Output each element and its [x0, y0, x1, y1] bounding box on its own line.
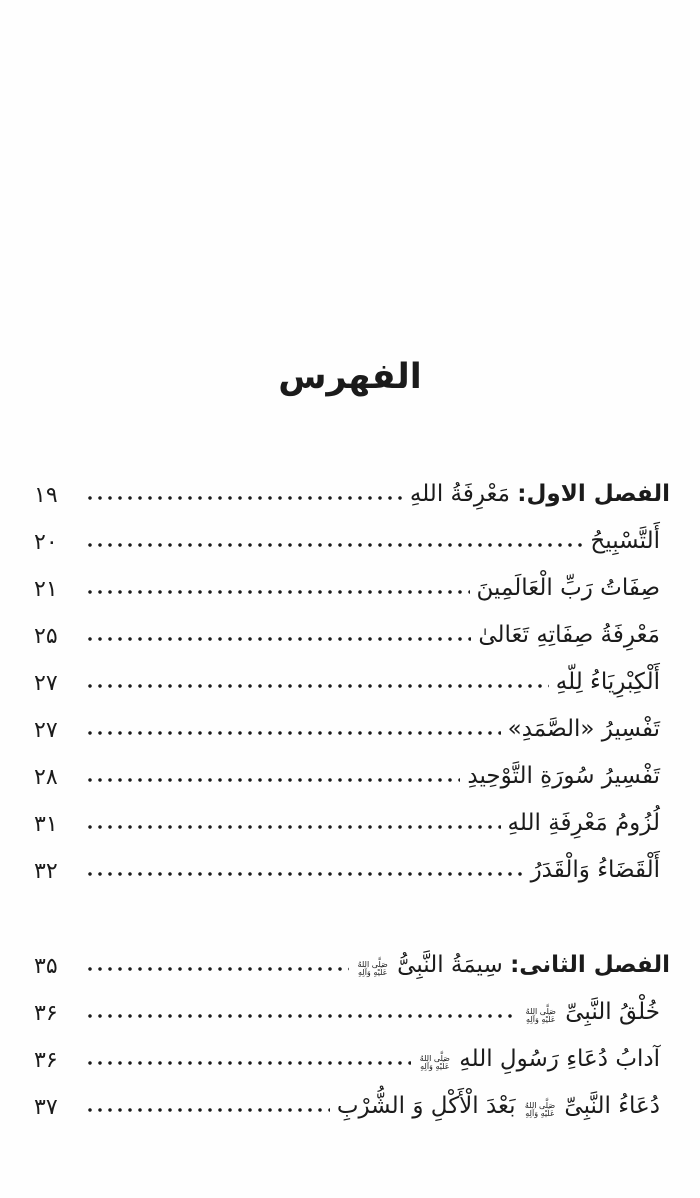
- entry-title: تَفْسِيرُ سُورَةِ التَّوْحِيدِ: [467, 763, 660, 789]
- entry-title: لُزُومُ مَعْرِفَةِ اللهِ: [507, 810, 660, 836]
- pbuh-line1: صَلَّى اللهُ: [419, 1054, 450, 1063]
- pbuh-line2: عَلَيْهِ وَآلِهِ: [525, 1109, 555, 1118]
- toc-entry: [34, 652, 670, 699]
- entry-title: صِفَاتُ رَبِّ الْعَالَمِينَ: [476, 575, 660, 601]
- page-number: ۳۱: [34, 812, 58, 837]
- toc-entry: [34, 605, 670, 652]
- dot-leader: [85, 588, 470, 596]
- pbuh-line1: صَلَّى اللهُ: [524, 1101, 556, 1110]
- entry-title: مَعْرِفَةُ صِفَاتِهِ تَعَالىٰ: [478, 622, 660, 648]
- entry-title: آدابُ دُعَاءِ رَسُولِ اللهِ صَلَّى اللهُ عَلَيْهِ وَآلِهِ: [419, 1046, 660, 1072]
- entry-title: أَلْقَضَاءُ وَالْقَدَرُ: [530, 857, 660, 883]
- pbuh-line2: عَلَيْهِ وَآلِهِ: [357, 968, 388, 977]
- toc-entry: [34, 1029, 670, 1076]
- pbuh-calligraphy-mark: [420, 1055, 450, 1071]
- toc-entry: [34, 558, 670, 605]
- dot-leader: [85, 494, 403, 502]
- pbuh-line2: عَلَيْهِ وَآلِهِ: [420, 1062, 450, 1071]
- page-number: ۳۶: [34, 1048, 58, 1073]
- toc-entry: [34, 982, 670, 1029]
- page-number: ۲۰: [34, 530, 58, 555]
- page-number: ۲۷: [34, 671, 58, 696]
- page-number: ۳۶: [34, 1001, 58, 1026]
- dot-leader: [85, 965, 349, 973]
- dot-leader: [85, 823, 501, 831]
- chapter-prefix: الفصل الاول:: [517, 481, 670, 507]
- dot-leader: [85, 1106, 330, 1114]
- page-number: ۲۱: [34, 577, 58, 602]
- dot-leader: [85, 682, 549, 690]
- dot-leader: [85, 870, 524, 878]
- dot-leader: [85, 729, 501, 737]
- table-of-contents: [0, 464, 700, 1123]
- entry-title: أَلْكِبْرِيَاءُ لِلّهِ: [555, 669, 660, 695]
- toc-entry: [34, 511, 670, 558]
- entry-title: دُعَاءُ النَّبِىِّ صَلَّى اللهُ عَلَيْهِ وَآلِهِ بَعْدَ الْأَكْلِ وَ الشُّرْبِ: [336, 1093, 660, 1119]
- pbuh-line2: عَلَيْهِ وَآلِهِ: [526, 1015, 556, 1024]
- page-number: ۲۵: [34, 624, 58, 649]
- dot-leader: [85, 1059, 411, 1067]
- toc-entry: [34, 793, 670, 840]
- dot-leader: [85, 541, 583, 549]
- dot-leader: [85, 776, 460, 784]
- chapter-prefix: الفصل الثانى:: [510, 952, 670, 978]
- toc-entry: [34, 1076, 670, 1123]
- toc-entry: [34, 464, 670, 511]
- entry-title: تَفْسِيرُ «الصَّمَدِ»: [507, 716, 660, 742]
- pbuh-calligraphy-mark: [526, 1008, 556, 1024]
- dot-leader: [85, 1012, 517, 1020]
- page-number: ۱۹: [34, 483, 58, 508]
- entry-title: الفصل الثانى: سِيمَةُ النَّبِىُّ صَلَّى اللهُ عَلَيْهِ وَآلِهِ: [357, 952, 670, 978]
- page-number: ۲۸: [34, 765, 58, 790]
- entry-title: الفصل الاول: مَعْرِفَةُ اللهِ: [409, 481, 670, 507]
- toc-entry: [34, 935, 670, 982]
- toc-entry: [34, 840, 670, 887]
- pbuh-line1: صَلَّى اللهُ: [525, 1007, 556, 1016]
- pbuh-calligraphy-mark: [358, 961, 388, 977]
- pbuh-line1: صَلَّى اللهُ: [357, 960, 388, 969]
- dot-leader: [85, 635, 471, 643]
- page-number: ۳۲: [34, 859, 58, 884]
- page-number: ۲۷: [34, 718, 58, 743]
- entry-title: خُلْقُ النَّبِىِّ صَلَّى اللهُ عَلَيْهِ وَآلِهِ: [525, 999, 660, 1025]
- page-number: ۳۵: [34, 954, 58, 979]
- page-title: الفهرس: [278, 357, 422, 397]
- toc-entry: [34, 746, 670, 793]
- pbuh-calligraphy-mark: [525, 1102, 555, 1118]
- toc-entry: [34, 699, 670, 746]
- entry-title: أَلتَّسْبِيحُ: [590, 528, 660, 554]
- page-number: ۳۷: [34, 1095, 58, 1120]
